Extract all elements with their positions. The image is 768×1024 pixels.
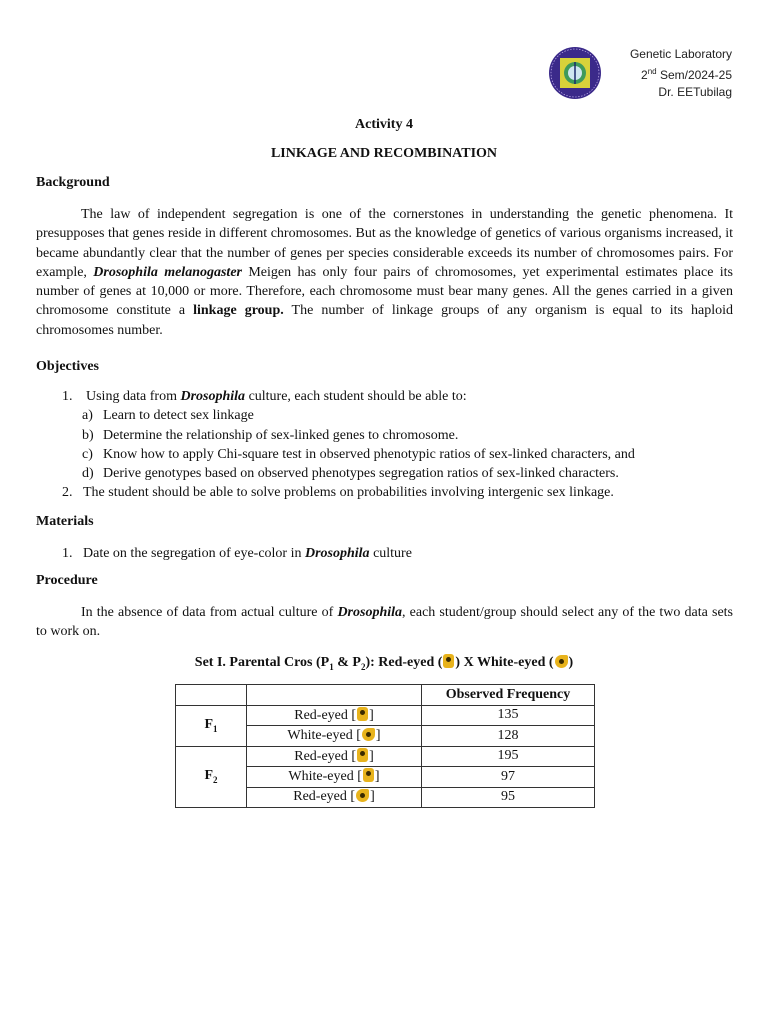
materials-list [36,544,736,563]
female-symbol-icon [357,707,368,721]
objective-subitem: a) Learn to detect sex linkage [82,408,254,424]
frequency-table [175,684,595,808]
background-heading: Background [36,175,110,190]
phenotype-cell: Red-eyed [ ] [247,787,422,808]
objectives-list [36,387,736,503]
objective-subitem: d) Derive genotypes based on observed phenotypes segregation ratios of sex-linked characters. [82,466,619,482]
frequency-cell: 195 [422,746,595,767]
lab-name: Genetic Laboratory [629,47,732,61]
generation-label: $F_2$ [176,746,247,808]
activity-number: Activity 4 [355,117,413,132]
page-title: LINKAGE AND RECOMBINATION [270,146,498,161]
data-set-title: Set I. Parental Cros ($P_1$ & $P_2$): Red-eyed ( ) X White-eyed ( ) [194,655,574,672]
column-header: Observed Frequency [422,685,595,706]
phenotype-cell: Red-eyed [ ] [247,705,422,726]
female-symbol-icon [363,768,374,782]
material-item: 1. Date on the segregation of eye-color in Drosophila culture [62,546,412,561]
frequency-cell: 97 [422,767,595,788]
materials-heading: Materials [36,514,94,529]
university-seal-icon [548,46,602,100]
background-paragraph: The law of independent segregation is one of the cornerstones in understanding the genetic phenomena. It presupposes that genes reside in different chromosomes. But as the knowledge of genetics of various organisms increased, it became abundantly clear that the number of genes per species considerable exceeds its number of chromosomes pairs. For example, Drosophila melanogaster Meigen has only four pairs of chromosomes, yet experimental estimates place its number of genes at 10,000 or more. Therefore, each chromosome must bear many genes. All the genes carried in a given chromosome constitute a linkage group. The number of linkage groups of any organism is equal to its haploid chromosomes number. [36,207,733,338]
phenotype-cell: White-eyed [ ] [247,767,422,788]
table-row [176,705,595,726]
frequency-cell: 135 [422,705,595,726]
phenotype-cell: White-eyed [ ] [247,726,422,747]
table-row [176,746,595,767]
course-info [630,46,732,101]
objectives-heading: Objectives [36,359,99,374]
male-symbol-icon [356,789,369,802]
objective-subitem: c) Know how to apply Chi-square test in observed phenotypic ratios of sex-linked characters, and [82,446,635,462]
female-symbol-icon [443,654,454,668]
generation-label: $F_1$ [176,705,247,746]
frequency-cell: 128 [422,726,595,747]
female-symbol-icon [357,748,368,762]
frequency-cell: 95 [422,787,595,808]
objective-subitem: b) Determine the relationship of sex-linked genes to chromosome. [82,427,459,443]
procedure-heading: Procedure [36,573,98,588]
objective-item: 1. Using data from Drosophila culture, each student should be able to: [62,389,467,404]
male-symbol-icon [555,655,568,668]
instructor: Dr. EETubilag [658,85,732,99]
semester: 2nd Sem/2024-25 [641,67,732,82]
phenotype-cell: Red-eyed [ ] [247,746,422,767]
objective-item: 2. The student should be able to solve problems on probabilities involving intergenic sex linkage. [62,485,614,501]
table-header-row [176,685,595,706]
male-symbol-icon [362,728,375,741]
procedure-paragraph: In the absence of data from actual culture of Drosophila, each student/group should select any of the two data sets to work on. [36,605,734,640]
